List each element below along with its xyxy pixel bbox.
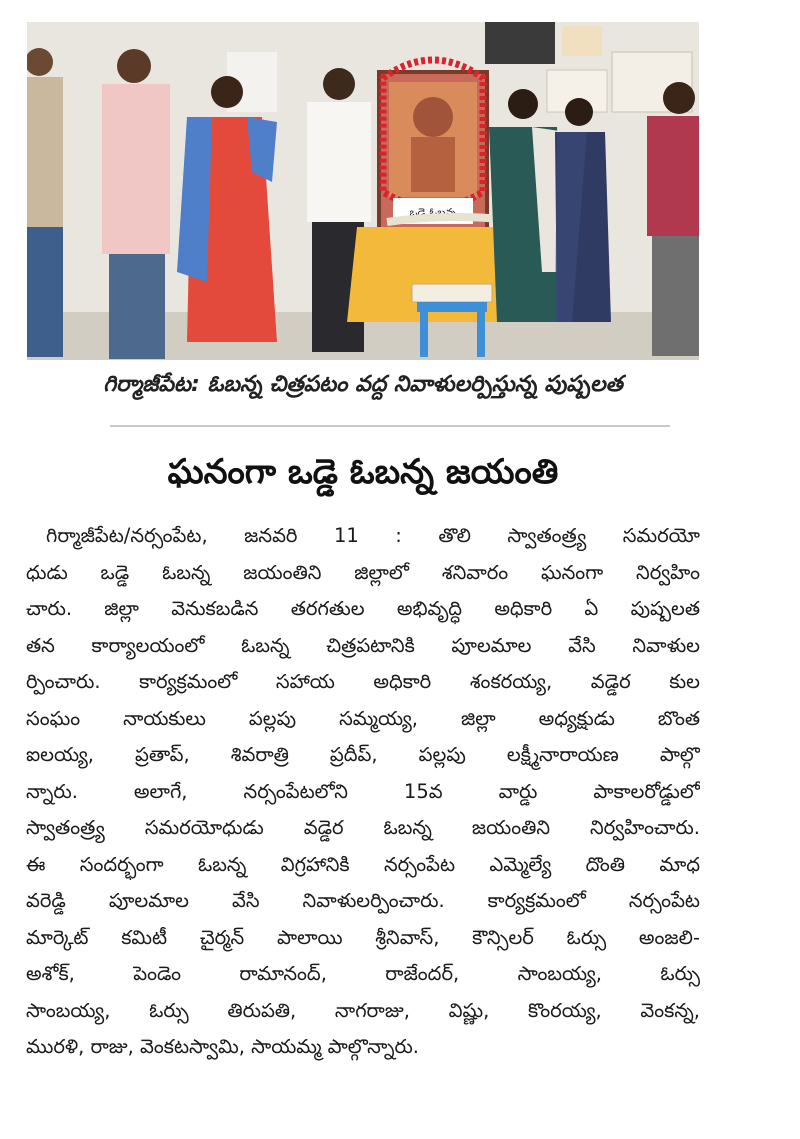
body-line: అశోక్, పెండెం రామానంద్, రాజేందర్, సాంబయ్య, ఓర్సు [26, 962, 700, 985]
body-line: ర్పించారు. కార్యక్రమంలో సహాయ అధికారి శంకరయ్య, వడ్డెర కుల [26, 670, 700, 693]
body-line: చారు. జిల్లా వెనుకబడిన తరగతుల అభివృద్ధి అధికారి ఏ పుష్పలత [26, 597, 700, 620]
body-line: వరెడ్డి పూలమాల వేసి నివాళులర్పించారు. కార్యక్రమంలో నర్సంపేట [26, 889, 700, 912]
portrait-banner-text: ఒడ్డె ఓబన్న [409, 206, 457, 219]
person-1 [27, 48, 63, 357]
article-body [26, 518, 700, 1066]
portrait-frame [379, 60, 487, 232]
body-line: ఐలయ్య, ప్రతాప్, శివరాత్రి ప్రదీప్, పల్లపు లక్ష్మీనారాయణ పాల్గొ [26, 743, 700, 766]
body-line: సంఘం నాయకులు పల్లపు సమ్మయ్య, జిల్లా అధ్యక్షుడు బొంత [26, 706, 700, 730]
body-line: మురళి, రాజు, వెంకటస్వామి, సాయమ్మ పాల్గొన్నారు. [26, 1035, 420, 1058]
body-line: ఈ సందర్భంగా ఓబన్న విగ్రహానికి నర్సంపేట ఎమ్మెల్యే దొంతి మాధ [26, 852, 700, 876]
article-headline: ఘనంగా ఒడ్డె ఓబన్న జయంతి [167, 452, 559, 492]
body-line: గిర్మాజీపేట/నర్సంపేట, జనవరి 11 : తొలి స్వాతంత్ర్య సమరయో [46, 524, 700, 547]
person-7 [647, 82, 699, 356]
body-line: సాంబయ్య, ఓర్సు తిరుపతి, నాగరాజు, విష్ణు, కొంరయ్య, వెంకన్న, [26, 998, 700, 1022]
wall-frame [485, 22, 555, 64]
body-line: తన కార్యాలయంలో ఓబన్న చిత్రపటానికి పూలమాల వేసి నివాళుల [26, 633, 700, 657]
body-line: న్నారు. అలాగే, నర్సంపేటలోని 15వ వార్డు పాకాలరోడ్డులో [26, 779, 700, 803]
body-line: ధుడు ఒడ్డె ఓబన్న జయంతిని జిల్లాలో శనివారం ఘనంగా నిర్వహిం [26, 560, 700, 584]
news-photo [27, 22, 699, 360]
event-photo-illustration [27, 22, 699, 360]
body-line: స్వాతంత్ర్య సమరయోధుడు వడ్డెర ఓబన్న జయంతిని నిర్వహించారు. [26, 816, 700, 839]
body-line: మార్కెట్ కమిటీ చైర్మన్ పాలాయి శ్రీనివాస్, కౌన్సిలర్ ఓర్సు అంజలి- [26, 925, 700, 949]
person-2 [102, 49, 170, 359]
photo-caption: గిర్మాజీపేట: ఓబన్న చిత్రపటం వద్ద నివాళులర్పిస్తున్న పుష్పలత [103, 372, 623, 397]
divider [110, 425, 670, 427]
